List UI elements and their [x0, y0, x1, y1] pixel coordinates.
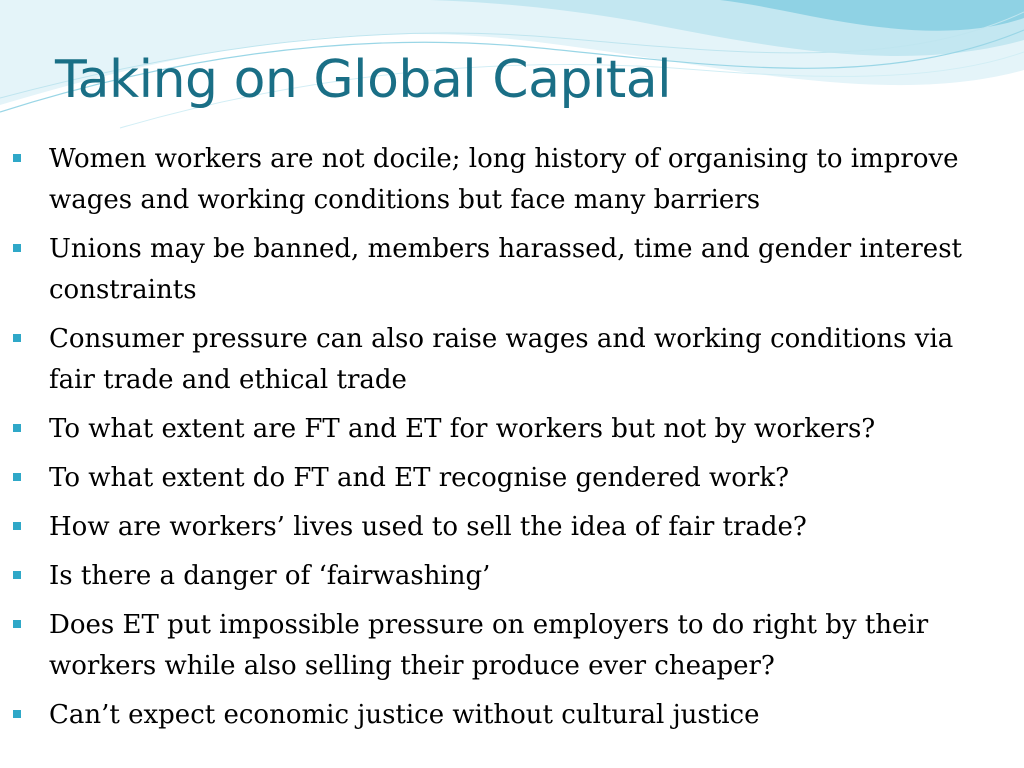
bullet-item	[0, 139, 1000, 221]
slide-title: Taking on Global Capital	[55, 50, 672, 110]
square-bullet-icon	[13, 154, 21, 162]
bullet-text: To what extent are FT and ET for workers but not by workers?	[49, 414, 876, 444]
bullet-item	[0, 458, 1000, 499]
square-bullet-icon	[13, 571, 21, 579]
bullet-text: To what extent do FT and ET recognise gendered work?	[49, 463, 790, 493]
bullet-item	[0, 507, 1000, 548]
bullet-item	[0, 409, 1000, 450]
bullet-text: Is there a danger of ‘fairwashing’	[49, 561, 491, 591]
square-bullet-icon	[13, 424, 21, 432]
bullet-text: How are workers’ lives used to sell the idea of fair trade?	[49, 512, 807, 542]
square-bullet-icon	[13, 334, 21, 342]
bullet-text: Does ET put impossible pressure on employers to do right by their workers while also selling their produce ever cheaper?	[49, 610, 929, 681]
square-bullet-icon	[13, 710, 21, 718]
bullet-item	[0, 556, 1000, 597]
bullet-text: Can’t expect economic justice without cultural justice	[49, 700, 760, 730]
square-bullet-icon	[13, 620, 21, 628]
bullet-text: Women workers are not docile; long history of organising to improve wages and working conditions but face many barriers	[49, 144, 959, 215]
square-bullet-icon	[13, 522, 21, 530]
bullet-list	[0, 139, 1000, 744]
bullet-item	[0, 605, 1000, 687]
bullet-text: Unions may be banned, members harassed, time and gender interest constraints	[49, 234, 962, 305]
bullet-item	[0, 695, 1000, 736]
bullet-text: Consumer pressure can also raise wages and working conditions via fair trade and ethical trade	[49, 324, 954, 395]
bullet-item	[0, 319, 1000, 401]
square-bullet-icon	[13, 244, 21, 252]
square-bullet-icon	[13, 473, 21, 481]
bullet-item	[0, 229, 1000, 311]
